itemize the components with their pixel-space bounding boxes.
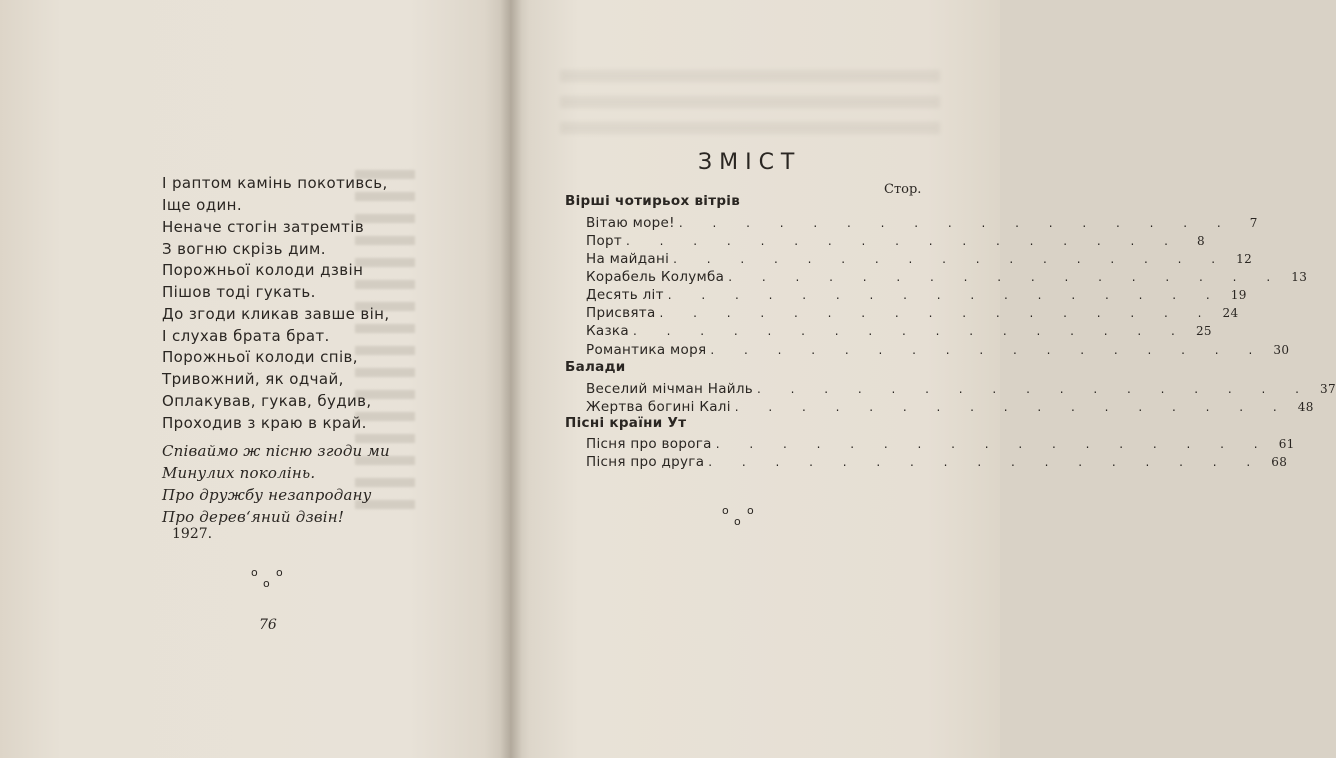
poem-date: 1927. [172,526,213,542]
page-number: 76 [259,617,277,633]
poem-line: І раптом камінь покотивсь, [162,174,388,192]
ornament-circle-icon: o [263,577,270,590]
dot-leader: . . . . . . . . . . . . . . . . . [734,400,1290,414]
toc-section-title: Вірші чотирьох вітрів [565,193,741,209]
toc-entry-page: 25 [1195,324,1212,338]
dot-leader: . . . . . . . . . . . . . . . . . [626,234,1181,248]
poem-line: Порожньої колоди спів, [162,348,358,366]
ornament-circle-icon: o [276,566,283,579]
show-through-text [560,70,940,140]
toc-title: ЗМІСТ [698,150,802,175]
toc-entry-page: 7 [1249,216,1258,230]
toc-entry [586,321,1212,341]
toc-entry-page: 19 [1230,288,1247,302]
poem-stanza-2 [162,259,390,347]
ornament-circle-icon: o [722,504,729,517]
poem-line: Пішов тоді гукать. [162,283,316,301]
toc-entry-page: 61 [1278,437,1295,451]
toc-entry-page: 13 [1291,270,1308,284]
toc-entry [586,267,1308,287]
poem-line: До згоди кликав завше він, [162,305,390,323]
poem-stanza-1 [162,172,388,260]
dot-leader: . . . . . . . . . . . . . . . . . [757,382,1312,396]
toc-entry-page: 68 [1271,455,1288,469]
dot-leader: . . . . . . . . . . . . . . . . . [678,216,1234,230]
toc-entry-title: Пісня про друга [586,454,705,470]
poem-line: І слухав брата брат. [162,327,330,345]
toc-entry-page: 37 [1320,382,1336,396]
dot-leader: . . . . . . . . . . . . . . . . . [715,437,1271,451]
ornament-circle-icon: o [251,566,258,579]
toc-entry [586,231,1205,251]
toc-entry-page: 30 [1273,343,1290,357]
dot-leader: . . . . . . . . . . . . . . . . . [710,343,1266,357]
toc-entry [586,285,1247,305]
toc-entry-page: 24 [1222,306,1239,320]
dot-leader: . . . . . . . . . . . . . . . . . [708,455,1264,469]
toc-section-title: Пісні країни Ут [565,415,687,431]
toc-entry-title: Веселий мічман Найль [586,381,754,397]
toc-entry [586,379,1336,399]
toc-entry [586,249,1253,269]
poem-line: Іще один. [162,196,243,214]
book-gutter [500,0,522,758]
toc-entry-title: Десять літ [586,287,664,303]
toc-entry [586,434,1295,454]
toc-entry-title: Пісня про ворога [586,436,712,452]
dot-leader: . . . . . . . . . . . . . . . . . [632,324,1188,338]
toc-entry-title: Романтика моря [586,342,707,358]
poem-line: Оплакував, гукав, будив, [162,392,372,410]
toc-entry-title: Порт [586,233,623,249]
dot-leader: . . . . . . . . . . . . . . . . . [728,270,1284,284]
toc-section-title: Балади [565,359,626,375]
left-page [0,0,510,758]
poem-line: Минулих поколінь. [162,464,316,482]
toc-entry [586,340,1290,360]
toc-entry [586,452,1288,472]
toc-entry [586,303,1239,323]
poem-line: Проходив з краю в край. [162,414,367,432]
toc-entry-title: Корабель Колумба [586,269,725,285]
poem-line: Тривожний, як одчай, [162,370,344,388]
ornament-circle-icon: o [747,504,754,517]
poem-line: Неначе стогін затремтів [162,218,365,236]
poem-line: Співаймо ж пісню згоди ми [162,442,390,460]
dot-leader: . . . . . . . . . . . . . . . . . [673,252,1229,266]
toc-entry-title: Присвята [586,305,656,321]
poem-stanza-3 [162,346,372,434]
toc-entry-title: На майдані [586,251,670,267]
poem-line: Про дерев‘яний дзвін! [162,508,345,526]
ornament-circle-icon: o [734,515,741,528]
toc-entry [586,213,1258,233]
toc-page-column-header: Стор. [884,182,922,197]
toc-entry-title: Казка [586,323,629,339]
poem-stanza-4-italic [162,440,390,528]
toc-entry-title: Жертва богині Калі [586,399,731,415]
dot-leader: . . . . . . . . . . . . . . . . . [659,306,1215,320]
toc-entry-page: 48 [1297,400,1314,414]
poem-line: З вогню скрізь дим. [162,240,326,258]
poem-line: Про дружбу незапродану [162,486,372,504]
toc-entry-page: 12 [1236,252,1253,266]
toc-entry-title: Вітаю море! [586,215,675,231]
toc-entry-page: 8 [1197,234,1205,248]
dot-leader: . . . . . . . . . . . . . . . . . [667,288,1223,302]
poem-line: Порожньої колоди дзвін [162,261,364,279]
